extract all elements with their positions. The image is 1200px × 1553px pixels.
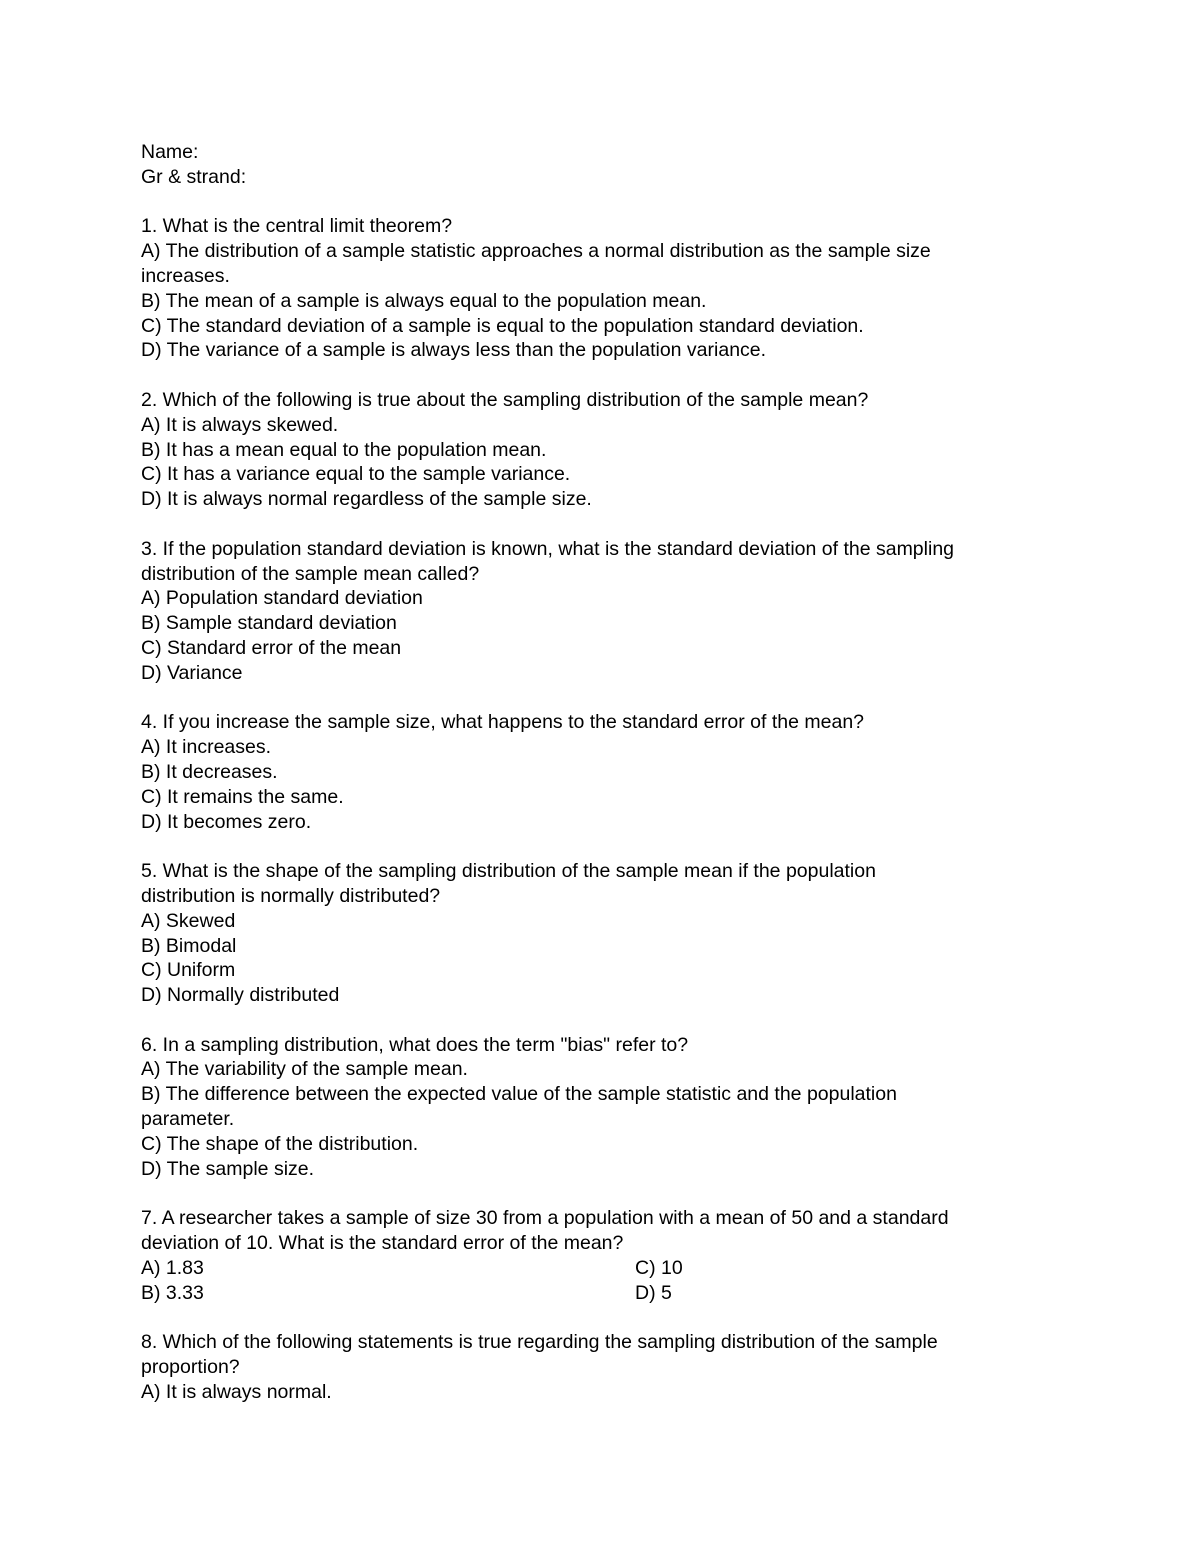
option-c: C) It remains the same. — [141, 785, 344, 808]
option-b: B) The difference between the expected value of the sample statistic and the population — [141, 1083, 897, 1106]
question-8 — [141, 1330, 1071, 1404]
spacer — [141, 834, 1071, 859]
question-text: 2. Which of the following is true about the sampling distribution of the sample mean? — [141, 388, 869, 411]
option-b: B) 3.33 — [141, 1281, 204, 1304]
question-text-continued: distribution is normally distributed? — [141, 884, 441, 907]
question-text: 6. In a sampling distribution, what does the term "bias" refer to? — [141, 1033, 689, 1056]
option-d: D) It is always normal regardless of the sample size. — [141, 488, 592, 511]
option-b: B) Sample standard deviation — [141, 612, 397, 635]
option-a: A) 1.83 — [141, 1256, 204, 1279]
option-b: B) It decreases. — [141, 760, 278, 783]
option-d: D) 5 — [635, 1281, 672, 1304]
option-a: A) Population standard deviation — [141, 587, 423, 610]
option-a: A) It is always skewed. — [141, 413, 339, 436]
option-d: D) The sample size. — [141, 1157, 315, 1180]
question-text: 8. Which of the following statements is true regarding the sampling distribution of the sample — [141, 1331, 938, 1354]
spacer — [141, 512, 1071, 537]
option-a: A) It increases. — [141, 736, 272, 759]
question-4 — [141, 710, 1071, 834]
option-d: D) The variance of a sample is always less than the population variance. — [141, 339, 767, 362]
option-c: C) It has a variance equal to the sample variance. — [141, 463, 571, 486]
student-info — [141, 140, 1071, 190]
question-text-continued: distribution of the sample mean called? — [141, 562, 480, 585]
option-c: C) Uniform — [141, 959, 236, 982]
option-a: A) It is always normal. — [141, 1380, 332, 1403]
option-a-continued: increases. — [141, 264, 230, 287]
question-6 — [141, 1033, 1071, 1182]
name-label: Name: — [141, 141, 199, 163]
spacer — [141, 363, 1071, 388]
question-1 — [141, 214, 1071, 363]
option-c: C) The standard deviation of a sample is equal to the population standard deviation. — [141, 314, 864, 337]
worksheet-content — [141, 140, 1071, 1405]
option-b: B) Bimodal — [141, 934, 237, 957]
option-b: B) It has a mean equal to the population mean. — [141, 438, 547, 461]
question-3 — [141, 537, 1071, 686]
option-a: A) Skewed — [141, 909, 236, 932]
option-c: C) Standard error of the mean — [141, 636, 402, 659]
option-b-continued: parameter. — [141, 1108, 235, 1131]
option-a: A) The variability of the sample mean. — [141, 1058, 468, 1081]
spacer — [141, 686, 1071, 711]
option-d: D) Normally distributed — [141, 984, 340, 1007]
question-text-continued: proportion? — [141, 1356, 240, 1379]
options-grid — [141, 1256, 1071, 1306]
question-2 — [141, 388, 1071, 512]
question-text: 4. If you increase the sample size, what happens to the standard error of the mean? — [141, 711, 865, 734]
question-text: 1. What is the central limit theorem? — [141, 215, 453, 238]
question-text: 5. What is the shape of the sampling distribution of the sample mean if the population — [141, 860, 876, 883]
spacer — [141, 1008, 1071, 1033]
strand-label: Gr & strand: — [141, 165, 247, 188]
option-c: C) 10 — [635, 1256, 683, 1279]
question-7 — [141, 1206, 1071, 1305]
question-5 — [141, 859, 1071, 1008]
option-c: C) The shape of the distribution. — [141, 1132, 419, 1155]
question-text: 7. A researcher takes a sample of size 30 from a population with a mean of 50 and a standard — [141, 1207, 949, 1230]
option-d: D) It becomes zero. — [141, 810, 312, 833]
spacer — [141, 1305, 1071, 1330]
question-text-continued: deviation of 10. What is the standard error of the mean? — [141, 1232, 624, 1255]
spacer — [141, 190, 1071, 215]
spacer — [141, 1181, 1071, 1206]
option-a: A) The distribution of a sample statistic approaches a normal distribution as the sample size — [141, 240, 931, 263]
option-b: B) The mean of a sample is always equal to the population mean. — [141, 289, 707, 312]
question-text: 3. If the population standard deviation is known, what is the standard deviation of the sampling — [141, 537, 955, 560]
option-d: D) Variance — [141, 661, 243, 684]
